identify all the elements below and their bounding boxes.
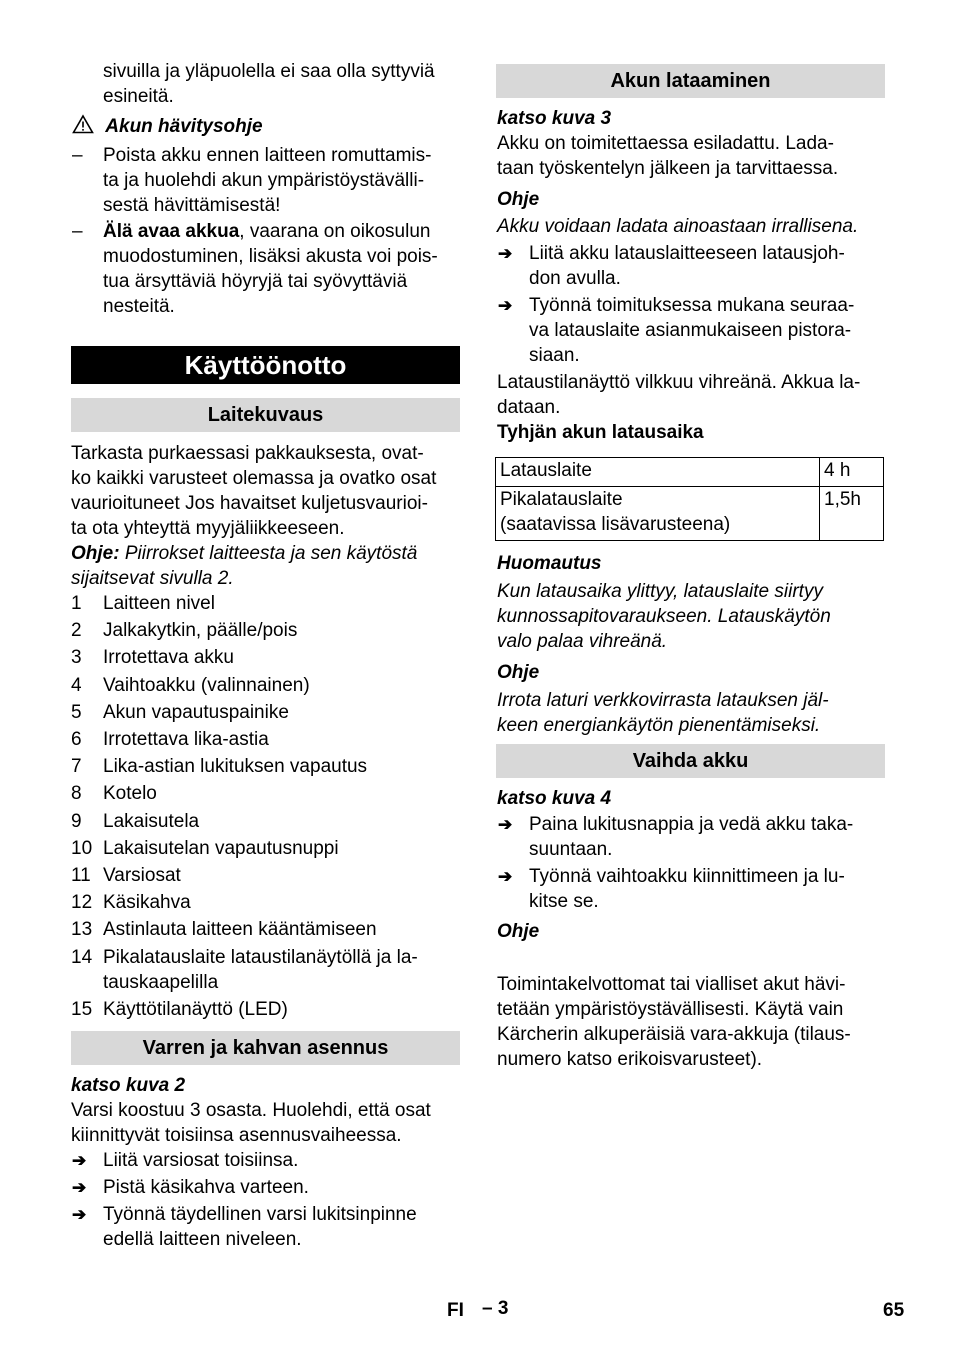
lataaminen-text (497, 131, 838, 181)
dash-symbol: – (72, 145, 83, 166)
figure-reference: katso kuva 2 (71, 1075, 186, 1096)
note-text: sijaitsevat sivulla 2. (71, 568, 234, 589)
list-item-number: 15 (71, 998, 93, 1020)
text-line: ta ota yhteyttä myyjäliikkeeseen. (71, 518, 345, 539)
cell-line: (saatavissa lisävarusteena) (500, 514, 731, 535)
text-line: valo palaa vihreänä. (497, 631, 668, 652)
table-row (496, 487, 884, 541)
step-line: kitse se. (529, 891, 599, 912)
dash-item-1 (103, 143, 431, 218)
step-line: Työnnä täydellinen varsi lukitsinpinne (103, 1204, 417, 1225)
list-item-number: 10 (71, 837, 93, 859)
warning-triangle-icon (72, 114, 94, 134)
list-item: Käsikahva (103, 892, 191, 914)
section-title: Käyttöönotto (71, 346, 460, 384)
text-line: numero katso erikoisvarusteet). (497, 1049, 763, 1070)
subsection-title-laitekuvaus: Laitekuvaus (71, 398, 460, 432)
dash-line: tua ärsyttäviä höyryjä tai syövyttäviä (103, 271, 408, 292)
table-cell: Latauslaite (496, 458, 820, 487)
arrow-icon: ➔ (72, 1178, 87, 1197)
intro-line: esineitä. (103, 86, 174, 107)
dash-line: ta ja huolehdi akun ympäristöystävälli- (103, 170, 425, 191)
step-line: Työnnä vaihtoakku kiinnittimeen ja lu- (529, 866, 845, 887)
list-item-number: 2 (71, 620, 82, 642)
step-line: Työnnä toimituksessa mukana seuraa- (529, 295, 855, 316)
table-cell (496, 487, 820, 541)
text-line: Akku on toimitettaessa esiladattu. Lada- (497, 133, 834, 154)
note-heading: Ohje (497, 921, 540, 942)
text-line: keen energiankäytön pienentämiseksi. (497, 715, 821, 736)
step-item (103, 1202, 417, 1252)
step-item (529, 241, 845, 291)
arrow-icon: ➔ (498, 815, 513, 834)
text-line: dataan. (497, 397, 561, 418)
note-label: Ohje: (71, 543, 120, 564)
arrow-icon: ➔ (72, 1151, 87, 1170)
note-heading: Ohje (497, 189, 540, 210)
list-item: Astinlauta laitteen kääntämiseen (103, 919, 377, 941)
list-item-number: 5 (71, 701, 82, 723)
list-item-number: 6 (71, 729, 82, 750)
list-item: Pikalatauslaite lataustilanäytöllä ja la- (103, 946, 418, 968)
text-line: Toimintakelvottomat tai vialliset akut hävi- (497, 974, 846, 995)
text-line: Varsi koostuu 3 osasta. Huolehdi, että osat (71, 1100, 431, 1121)
text-line: Irrota laturi verkkovirrasta latauksen jäl- (497, 690, 829, 711)
dash-line: Poista akku ennen laitteen romuttamis- (103, 145, 432, 166)
laitekuvaus-text (71, 441, 436, 591)
step-item (529, 293, 854, 368)
table-cell: 4 h (820, 458, 884, 487)
cell-line: Pikalatauslaite (500, 489, 623, 510)
list-item: Lakaisutela (103, 810, 200, 832)
text-line: Kun latausaika ylittyy, latauslaite siirtyy (497, 581, 823, 602)
step-line: don avulla. (529, 268, 621, 289)
text-line: Tarkasta purkaessasi pakkauksesta, ovat- (71, 443, 424, 464)
list-item-number: 1 (71, 593, 82, 614)
footer-language: FI (447, 1300, 464, 1321)
page-number: 65 (883, 1300, 905, 1321)
dash-line: sestä hävittämisestä! (103, 195, 281, 216)
subsection-title-akun-lataaminen: Akun lataaminen (496, 64, 885, 98)
dash-line: nesteitä. (103, 296, 175, 317)
figure-reference: katso kuva 4 (497, 788, 612, 809)
step-line: siaan. (529, 345, 580, 366)
figure-reference: katso kuva 3 (497, 108, 612, 129)
step-line: Liitä akku latauslaitteeseen latausjoh- (529, 243, 845, 264)
arrow-icon: ➔ (72, 1205, 87, 1224)
dash-bold-text: Älä avaa akkua (103, 221, 240, 242)
note-text: Akku voidaan ladata ainoastaan irrallisena. (497, 216, 859, 237)
list-item-number: 13 (71, 919, 93, 941)
varren-text (71, 1098, 431, 1148)
text-line: ko kaikki varusteet olemassa ja ovatko osat (71, 468, 437, 489)
footer-section: – 3 (482, 1298, 509, 1319)
status-text (497, 370, 860, 420)
list-item-number: 12 (71, 892, 93, 914)
list-item: Irrotettava akku (103, 647, 234, 669)
list-item: Laitteen nivel (103, 593, 215, 614)
list-item-number: 8 (71, 783, 82, 805)
step-line: va latauslaite asianmukaiseen pistora- (529, 320, 852, 341)
intro-line: sivuilla ja yläpuolella ei saa olla syttyviä (103, 61, 435, 82)
step-line: Paina lukitusnappia ja vedä akku taka- (529, 814, 854, 835)
disposal-text (497, 972, 851, 1072)
text-line: taan työskentelyn jälkeen ja tarvittaessa. (497, 158, 839, 179)
list-item-continuation: tauskaapelilla (103, 971, 219, 993)
list-item-number: 4 (71, 674, 82, 696)
list-item: Jalkakytkin, päälle/pois (103, 620, 298, 642)
text-line: tetään ympäristöystävällisesti. Käytä vain (497, 999, 844, 1020)
subsection-title-varren: Varren ja kahvan asennus (71, 1031, 460, 1065)
step-line: suuntaan. (529, 839, 613, 860)
list-item: Varsiosat (103, 865, 181, 886)
dash-symbol: – (72, 221, 83, 242)
step-item (529, 812, 853, 862)
step-item (529, 864, 845, 914)
remark-text (497, 579, 831, 654)
list-item-number: 11 (71, 865, 91, 886)
note-text (497, 688, 829, 738)
list-item: Lika-astian lukituksen vapautus (103, 756, 368, 778)
table-title: Tyhjän akun latausaika (497, 422, 704, 443)
arrow-icon: ➔ (498, 244, 513, 263)
subsection-title-vaihda-akku: Vaihda akku (496, 744, 885, 778)
warning-title: Akun hävitysohje (105, 116, 263, 137)
list-item-number: 7 (71, 756, 82, 778)
text-line: vaurioituneet Jos havaitset kuljetusvaurioi- (71, 493, 428, 514)
text-line: Kärcherin alkuperäisiä vara-akkuja (tilaus- (497, 1024, 851, 1045)
list-item: Lakaisutelan vapautusnuppi (103, 837, 339, 859)
step-line: edellä laitteen niveleen. (103, 1229, 302, 1250)
dash-line: muodostuminen, lisäksi akusta voi pois- (103, 246, 438, 267)
remark-heading: Huomautus (497, 553, 602, 574)
list-item-number: 14 (71, 946, 93, 968)
text-line: Lataustilanäyttö vilkkuu vihreänä. Akkua la- (497, 372, 861, 393)
step-item: Pistä käsikahva varteen. (103, 1177, 309, 1198)
text-line: kunnossapitovaraukseen. Latauskäytön (497, 606, 831, 627)
step-item: Liitä varsiosat toisiinsa. (103, 1150, 299, 1171)
list-item: Käyttötilanäyttö (LED) (103, 998, 288, 1020)
list-item: Kotelo (103, 783, 157, 805)
list-item-number: 9 (71, 810, 82, 832)
arrow-icon: ➔ (498, 867, 513, 886)
list-item: Irrotettava lika-astia (103, 729, 269, 750)
list-item: Akun vapautuspainike (103, 701, 289, 723)
note-heading: Ohje (497, 662, 540, 683)
text-line: kiinnittyvät toisiinsa asennusvaiheessa. (71, 1125, 402, 1146)
charging-time-table (495, 457, 884, 541)
warning-heading (72, 114, 263, 139)
note-text: Piirrokset laitteesta ja sen käytöstä (119, 543, 418, 564)
dash-item-2 (103, 219, 438, 319)
arrow-icon: ➔ (498, 296, 513, 315)
list-item: Vaihtoakku (valinnainen) (103, 674, 310, 696)
table-cell: 1,5h (820, 487, 884, 541)
list-item-number: 3 (71, 647, 82, 669)
dash-text: , vaarana on oikosulun (239, 221, 431, 242)
intro-text (103, 59, 435, 109)
table-row (496, 458, 884, 487)
